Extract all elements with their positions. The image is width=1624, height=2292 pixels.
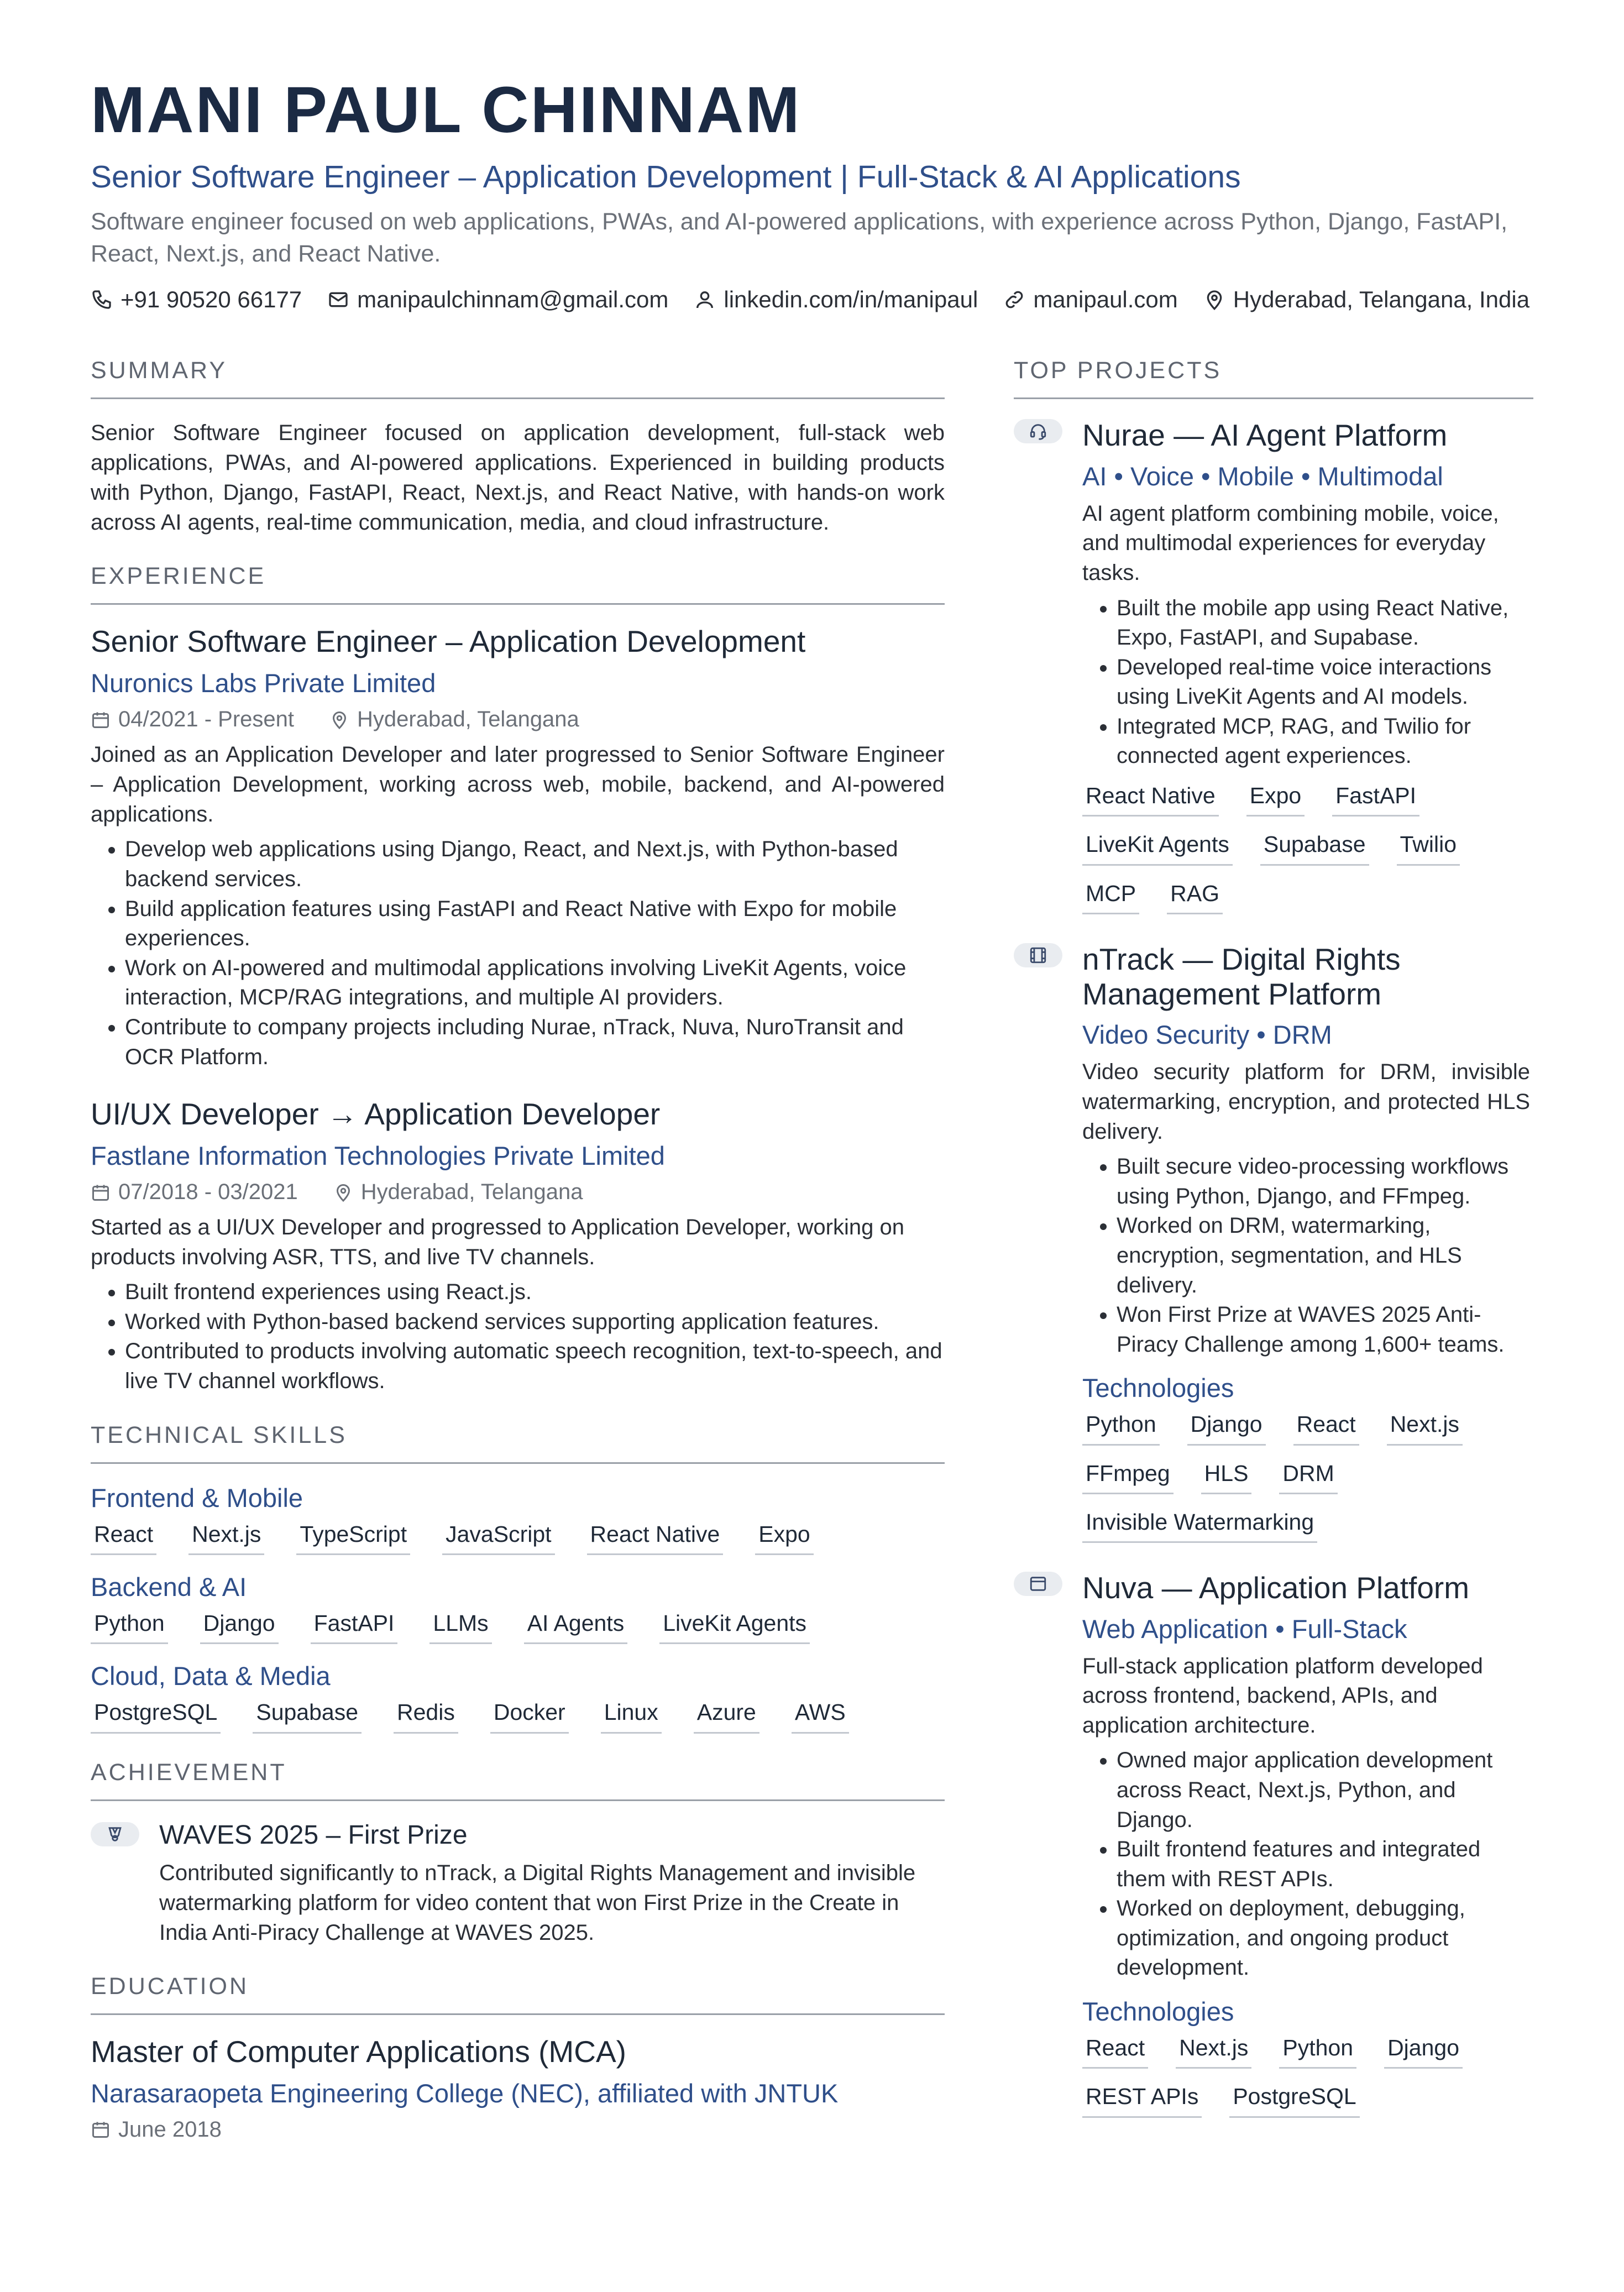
tech-tag: DRM <box>1279 1459 1337 1494</box>
company-name: Fastlane Information Technologies Private Limited <box>91 1141 665 1171</box>
two-column-layout <box>91 357 1533 2167</box>
project-description: AI agent platform combining mobile, voice, and multimodal experiences for everyday tasks. <box>1082 501 1499 585</box>
location-text: Hyderabad, Telangana, India <box>1233 286 1530 313</box>
bullet-item: • Built the mobile app using React Native, Expo, FastAPI, and Supabase. <box>1117 594 1530 653</box>
skill-group-cloud <box>91 1661 945 1733</box>
job-title: UI/UX Developer → Application Developer <box>91 1097 661 1132</box>
phone-text: +91 90520 66177 <box>121 286 302 313</box>
job-location-text: Hyderabad, Telangana <box>357 707 579 732</box>
project-tags <box>1082 1410 1530 1543</box>
map-pin-icon <box>333 1182 353 1202</box>
experience-heading: EXPERIENCE <box>91 563 945 605</box>
project-entry <box>1014 418 1533 914</box>
achievement-section <box>91 1759 945 1948</box>
skill-group-label: Frontend & Mobile <box>91 1483 303 1513</box>
map-pin-icon <box>329 710 349 730</box>
education-meta <box>91 2117 945 2142</box>
job-meta <box>91 707 945 732</box>
summary-text: Senior Software Engineer focused on application development, full-stack web applications, PWAs, and AI-powered applications. Experienced in building products with Python, Django, FastAPI, React, Next.js, and React Native, with hands-on work across AI agents, real-time communication, media, and cloud infrastructure. <box>91 421 945 535</box>
bullet-item: • Owned major application development across React, Next.js, Python, and Django. <box>1117 1746 1530 1835</box>
contact-email[interactable] <box>327 286 668 313</box>
skill-tag: Linux <box>601 1698 662 1733</box>
tech-tag: Django <box>1384 2033 1463 2069</box>
bullet-item: • Worked on deployment, debugging, optimization, and ongoing product development. <box>1117 1894 1530 1983</box>
project-subtitle: Web Application • Full-Stack <box>1082 1614 1407 1644</box>
skill-group-label: Cloud, Data & Media <box>91 1661 331 1691</box>
tech-tag: Next.js <box>1176 2033 1251 2069</box>
right-column <box>1014 357 1533 2167</box>
skill-tag: Docker <box>490 1698 569 1733</box>
skill-tag: React <box>91 1520 156 1555</box>
achievement-title: WAVES 2025 – First Prize <box>159 1820 468 1850</box>
job-bullets <box>91 1278 945 1396</box>
website-text: manipaul.com <box>1033 286 1178 313</box>
tech-tag: Expo <box>1246 781 1305 817</box>
project-tags <box>1082 2033 1530 2118</box>
project-description: Video security platform for DRM, invisible watermarking, encryption, and protected HLS delivery. <box>1082 1060 1530 1144</box>
skill-group-frontend <box>91 1483 945 1555</box>
bullet-item: • Build application features using FastAPI and React Native with Expo for mobile experiences. <box>125 894 945 954</box>
job-entry <box>91 1096 945 1396</box>
tech-tag: Invisible Watermarking <box>1082 1508 1317 1543</box>
contact-website[interactable] <box>1003 286 1177 313</box>
skill-tag: AI Agents <box>524 1609 628 1644</box>
achievement-text: Contributed significantly to nTrack, a Digital Rights Management and invisible watermarking platform for video content that won First Prize in the Create in India Anti-Piracy Challenge at WAVES 2025. <box>159 1860 916 1945</box>
skill-tag: JavaScript <box>442 1520 554 1555</box>
tech-tag: RAG <box>1167 879 1223 914</box>
job-description: Started as a UI/UX Developer and progressed to Application Developer, working on products involving ASR, TTS, and live TV channels. <box>91 1215 904 1270</box>
project-bullets <box>1082 1746 1530 1983</box>
contact-location <box>1203 286 1529 313</box>
tech-tag: React <box>1293 1410 1359 1445</box>
skill-tag: Next.js <box>188 1520 264 1555</box>
bullet-item: • Developed real-time voice interactions using LiveKit Agents and AI models. <box>1117 653 1530 712</box>
skill-tag: LiveKit Agents <box>659 1609 810 1644</box>
skill-tag: LLMs <box>429 1609 491 1644</box>
education-date <box>91 2117 222 2142</box>
linkedin-text: linkedin.com/in/manipaul <box>724 286 978 313</box>
headline: Senior Software Engineer – Application Development | Full-Stack & AI Applications <box>91 159 1241 195</box>
bullet-item: • Contributed to products involving automatic speech recognition, text-to-speech, and live TV channel workflows. <box>125 1337 945 1396</box>
bullet-item: • Develop web applications using Django, React, and Next.js, with Python-based backend services. <box>125 835 945 894</box>
projects-heading: TOP PROJECTS <box>1014 357 1533 399</box>
skills-section <box>91 1422 945 1734</box>
skill-tag: Expo <box>755 1520 813 1555</box>
education-school: Narasaraopeta Engineering College (NEC), affiliated with JNTUK <box>91 2078 839 2108</box>
project-subtitle: AI • Voice • Mobile • Multimodal <box>1082 461 1443 491</box>
skill-tag: TypeScript <box>296 1520 410 1555</box>
tech-tag: React <box>1082 2033 1148 2069</box>
job-dates <box>91 1180 298 1205</box>
bullet-item: • Built frontend experiences using React.js. <box>125 1278 945 1307</box>
email-text: manipaulchinnam@gmail.com <box>357 286 669 313</box>
tech-tag: REST APIs <box>1082 2082 1202 2117</box>
calendar-icon <box>91 710 111 730</box>
contact-linkedin[interactable] <box>694 286 978 313</box>
bullet-item: • Built secure video-processing workflows using Python, Django, and FFmpeg. <box>1117 1152 1530 1211</box>
job-meta <box>91 1180 945 1205</box>
summary-section <box>91 357 945 537</box>
bullet-item: • Worked with Python-based backend services supporting application features. <box>125 1307 945 1337</box>
skill-tag: AWS <box>792 1698 849 1733</box>
project-title: Nurae — AI Agent Platform <box>1082 418 1448 453</box>
headset-icon <box>1014 419 1062 443</box>
project-title: Nuva — Application Platform <box>1082 1571 1470 1605</box>
tech-tag: Django <box>1187 1410 1266 1445</box>
job-description: Joined as an Application Developer and later progressed to Senior Software Engineer – Application Development, working across web, mobile, backend, and AI-powered applications. <box>91 742 945 827</box>
tech-tag: FastAPI <box>1332 781 1419 817</box>
bullet-item: • Built frontend features and integrated them with REST APIs. <box>1117 1835 1530 1894</box>
project-entry <box>1014 942 1533 1543</box>
calendar-icon <box>91 2120 111 2139</box>
company-name: Nuronics Labs Private Limited <box>91 668 436 698</box>
skill-tag: Azure <box>694 1698 759 1733</box>
film-icon <box>1014 943 1062 967</box>
skill-tags <box>91 1698 945 1733</box>
bullet-item: • Won First Prize at WAVES 2025 Anti-Piracy Challenge among 1,600+ teams. <box>1117 1300 1530 1359</box>
job-dates-text: 07/2018 - 03/2021 <box>118 1180 298 1205</box>
tech-tag: Supabase <box>1260 830 1369 865</box>
achievement-heading: ACHIEVEMENT <box>91 1759 945 1801</box>
skill-tag: React Native <box>587 1520 724 1555</box>
job-location <box>329 707 579 732</box>
job-location-text: Hyderabad, Telangana <box>360 1180 583 1205</box>
job-bullets <box>91 835 945 1072</box>
tech-tag: HLS <box>1201 1459 1252 1494</box>
tech-tag: Twilio <box>1397 830 1460 865</box>
job-entry <box>91 624 945 1072</box>
tech-tag: PostgreSQL <box>1229 2082 1359 2117</box>
skill-tag: Redis <box>394 1698 458 1733</box>
tech-tag: FFmpeg <box>1082 1459 1174 1494</box>
education-date-text: June 2018 <box>118 2117 222 2142</box>
tech-tag: Python <box>1279 2033 1356 2069</box>
tech-tag: Next.js <box>1387 1410 1463 1445</box>
education-heading: EDUCATION <box>91 1973 945 2015</box>
phone-icon <box>91 289 113 311</box>
tagline: Software engineer focused on web applications, PWAs, and AI-powered applications, with experience across Python, Django, FastAPI, React, Next.js, and React Native. <box>91 208 1508 268</box>
technologies-label: Technologies <box>1082 1373 1234 1403</box>
job-location <box>333 1180 583 1205</box>
achievement-entry <box>91 1820 945 1948</box>
education-degree: Master of Computer Applications (MCA) <box>91 2034 626 2069</box>
map-pin-icon <box>1203 289 1225 311</box>
bullet-item: • Integrated MCP, RAG, and Twilio for connected agent experiences. <box>1117 712 1530 771</box>
tech-tag: React Native <box>1082 781 1219 817</box>
project-subtitle: Video Security • DRM <box>1082 1020 1332 1050</box>
experience-section <box>91 563 945 1396</box>
project-bullets <box>1082 594 1530 772</box>
job-dates <box>91 707 294 732</box>
project-entry <box>1014 1571 1533 2117</box>
contact-phone[interactable] <box>91 286 302 313</box>
project-description: Full-stack application platform developed across frontend, backend, APIs, and application architecture. <box>1082 1653 1483 1738</box>
job-title: Senior Software Engineer – Application Development <box>91 624 806 659</box>
calendar-icon <box>91 1182 111 1202</box>
skill-group-label: Backend & AI <box>91 1572 247 1602</box>
candidate-name: MANI PAUL CHINNAM <box>91 74 801 146</box>
bullet-item: • Contribute to company projects including Nurae, nTrack, Nuva, NuroTransit and OCR Platform. <box>125 1013 945 1072</box>
tech-tag: LiveKit Agents <box>1082 830 1233 865</box>
link-icon <box>1003 289 1025 311</box>
skill-group-backend <box>91 1572 945 1644</box>
skill-tag: FastAPI <box>311 1609 398 1644</box>
summary-heading: SUMMARY <box>91 357 945 399</box>
project-tags <box>1082 781 1530 914</box>
left-column <box>91 357 945 2167</box>
bullet-item: • Work on AI-powered and multimodal applications involving LiveKit Agents, voice interaction, MCP/RAG integrations, and multiple AI providers. <box>125 954 945 1013</box>
skill-tag: PostgreSQL <box>91 1698 221 1733</box>
skill-tag: Python <box>91 1609 168 1644</box>
technologies-label: Technologies <box>1082 1997 1234 2027</box>
skill-tags <box>91 1520 945 1555</box>
contact-bar <box>91 286 1533 313</box>
education-section <box>91 1973 945 2142</box>
project-title: nTrack — Digital Rights Management Platform <box>1082 941 1401 1012</box>
job-dates-text: 04/2021 - Present <box>118 707 294 732</box>
skills-heading: TECHNICAL SKILLS <box>91 1422 945 1464</box>
skill-tag: Django <box>200 1609 279 1644</box>
bullet-item: • Worked on DRM, watermarking, encryption, segmentation, and HLS delivery. <box>1117 1211 1530 1300</box>
skill-tags <box>91 1609 945 1644</box>
award-icon <box>91 1822 139 1846</box>
skill-tag: Supabase <box>253 1698 362 1733</box>
tech-tag: Python <box>1082 1410 1160 1445</box>
browser-window-icon <box>1014 1572 1062 1596</box>
user-icon <box>694 289 716 311</box>
project-bullets <box>1082 1152 1530 1359</box>
mail-icon <box>327 289 349 311</box>
tech-tag: MCP <box>1082 879 1139 914</box>
